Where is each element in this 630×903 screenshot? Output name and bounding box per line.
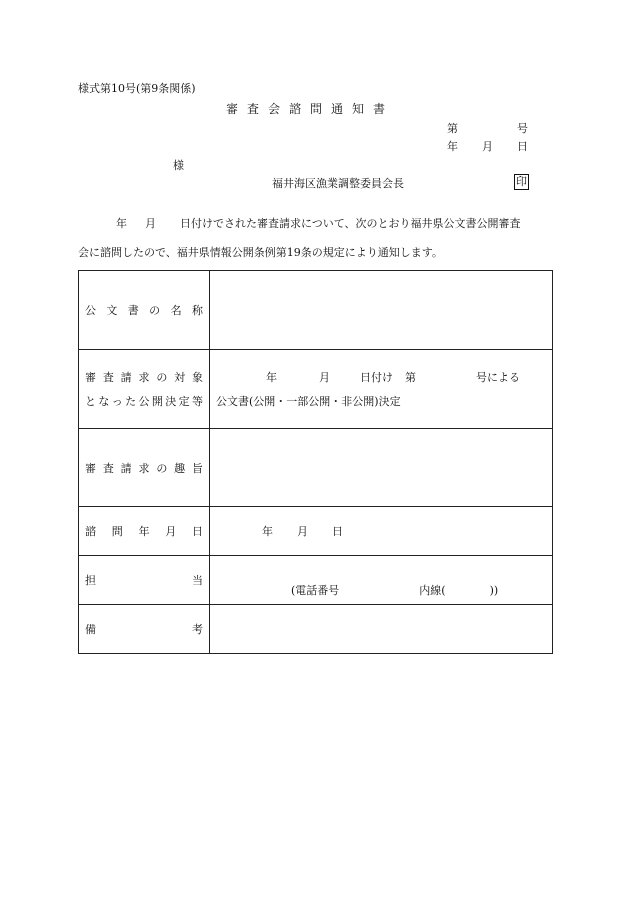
row-remarks: [79, 605, 553, 654]
body-line-2: 会に諮問したので、福井県情報公開条例第19条の規定により通知します。: [78, 246, 443, 259]
label-char: 請: [120, 461, 132, 475]
label-char: 対: [174, 371, 186, 384]
inquiry-date-line: [216, 523, 546, 539]
inq-year: 年: [262, 525, 273, 538]
label-person-in-charge: [79, 556, 210, 605]
label-person-left: 担: [85, 574, 96, 587]
label-inquiry-date-text: [85, 523, 203, 539]
body-line-1: [78, 215, 554, 231]
field-inquiry-date[interactable]: [210, 507, 553, 556]
number-prefix: 第: [447, 122, 458, 135]
label-char: 査: [102, 461, 114, 475]
date-year: 年: [447, 140, 458, 153]
label-char: 旨: [191, 461, 203, 475]
label-char: た: [125, 395, 137, 408]
label-char: 公: [138, 395, 150, 408]
label-char: 求: [138, 371, 150, 384]
field-person-in-charge[interactable]: [210, 556, 553, 605]
label-char: 求: [138, 461, 150, 475]
target-decision-date-line: [216, 369, 546, 385]
label-char: 審: [85, 371, 96, 384]
form-number: 様式第10号(第9条関係): [78, 82, 196, 95]
date-day: 日: [517, 140, 528, 153]
label-char: 月: [165, 525, 177, 538]
label-char: 請: [120, 371, 132, 384]
label-remarks-text: [85, 621, 203, 637]
td-year: 年: [266, 371, 277, 384]
label-char: 決: [165, 395, 177, 408]
label-target-decision-line1: [85, 369, 203, 385]
number-suffix: 号: [517, 122, 528, 135]
label-remarks-left: 備: [85, 623, 96, 636]
label-char: 年: [138, 525, 150, 538]
label-remarks-right: 考: [192, 623, 203, 636]
inq-month: 月: [297, 525, 308, 538]
label-person-in-charge-text: [85, 572, 203, 588]
label-char: な: [98, 395, 110, 408]
label-char: 書: [127, 304, 139, 317]
seal-mark: 印: [516, 175, 527, 188]
label-char: っ: [111, 395, 123, 408]
label-char: 名: [170, 304, 182, 317]
issuer-name: 福井海区漁業調整委員会長: [272, 177, 404, 190]
label-char: 公: [85, 304, 96, 317]
form-table: [78, 270, 553, 654]
td-no: 第: [405, 371, 416, 384]
extension-label: 内線(: [419, 584, 446, 597]
label-document-name-text: [85, 302, 203, 318]
document-title: 審査会諮問通知書: [226, 102, 395, 116]
label-char: と: [85, 395, 96, 408]
label-char: 趣: [174, 461, 186, 475]
row-inquiry-date: [79, 507, 553, 556]
label-char: の: [149, 304, 161, 317]
date-month: 月: [482, 140, 493, 153]
label-char: 日: [192, 525, 203, 538]
target-decision-type-line: 公文書(公開・一部公開・非公開)決定: [216, 395, 401, 408]
inq-day: 日: [332, 525, 343, 538]
addressee-suffix: 様: [173, 159, 184, 172]
field-target-decision[interactable]: [210, 350, 553, 429]
label-remarks: [79, 605, 210, 654]
row-target-decision: [79, 350, 553, 429]
field-request-purpose[interactable]: [210, 429, 553, 507]
body-year: 年: [116, 217, 127, 230]
row-request-purpose: [79, 429, 553, 507]
label-request-purpose-text: [85, 460, 203, 476]
label-char: 査: [102, 371, 114, 384]
phone-line: [216, 582, 546, 598]
label-inquiry-date: [79, 507, 210, 556]
td-by: 号による: [476, 371, 520, 384]
label-char: 定: [178, 395, 190, 408]
field-remarks[interactable]: [210, 605, 553, 654]
label-char: 開: [151, 395, 163, 408]
td-month: 月: [319, 371, 330, 384]
label-char: 等: [192, 395, 203, 408]
label-target-decision-line2: [85, 393, 203, 409]
label-char: の: [156, 461, 168, 475]
label-char: 諮: [85, 525, 96, 538]
field-document-name[interactable]: [210, 271, 553, 350]
label-char: 象: [191, 371, 203, 384]
label-document-name: [79, 271, 210, 350]
label-char: 問: [111, 525, 123, 538]
label-request-purpose: [79, 429, 210, 507]
label-target-decision: [79, 350, 210, 429]
label-char: 文: [106, 304, 118, 317]
label-person-right: 当: [192, 574, 203, 587]
label-char: 審: [85, 461, 96, 475]
td-dated: 日付け: [360, 371, 393, 384]
body-month: 月: [145, 217, 156, 230]
row-document-name: [79, 271, 553, 350]
phone-label: (電話番号: [291, 584, 340, 597]
body-rest: 日付けでされた審査請求について、次のとおり福井県公文書公開審査: [180, 217, 521, 230]
label-char: の: [156, 371, 168, 384]
extension-close: )): [489, 584, 499, 597]
label-char: 称: [191, 304, 203, 317]
row-person-in-charge: [79, 556, 553, 605]
